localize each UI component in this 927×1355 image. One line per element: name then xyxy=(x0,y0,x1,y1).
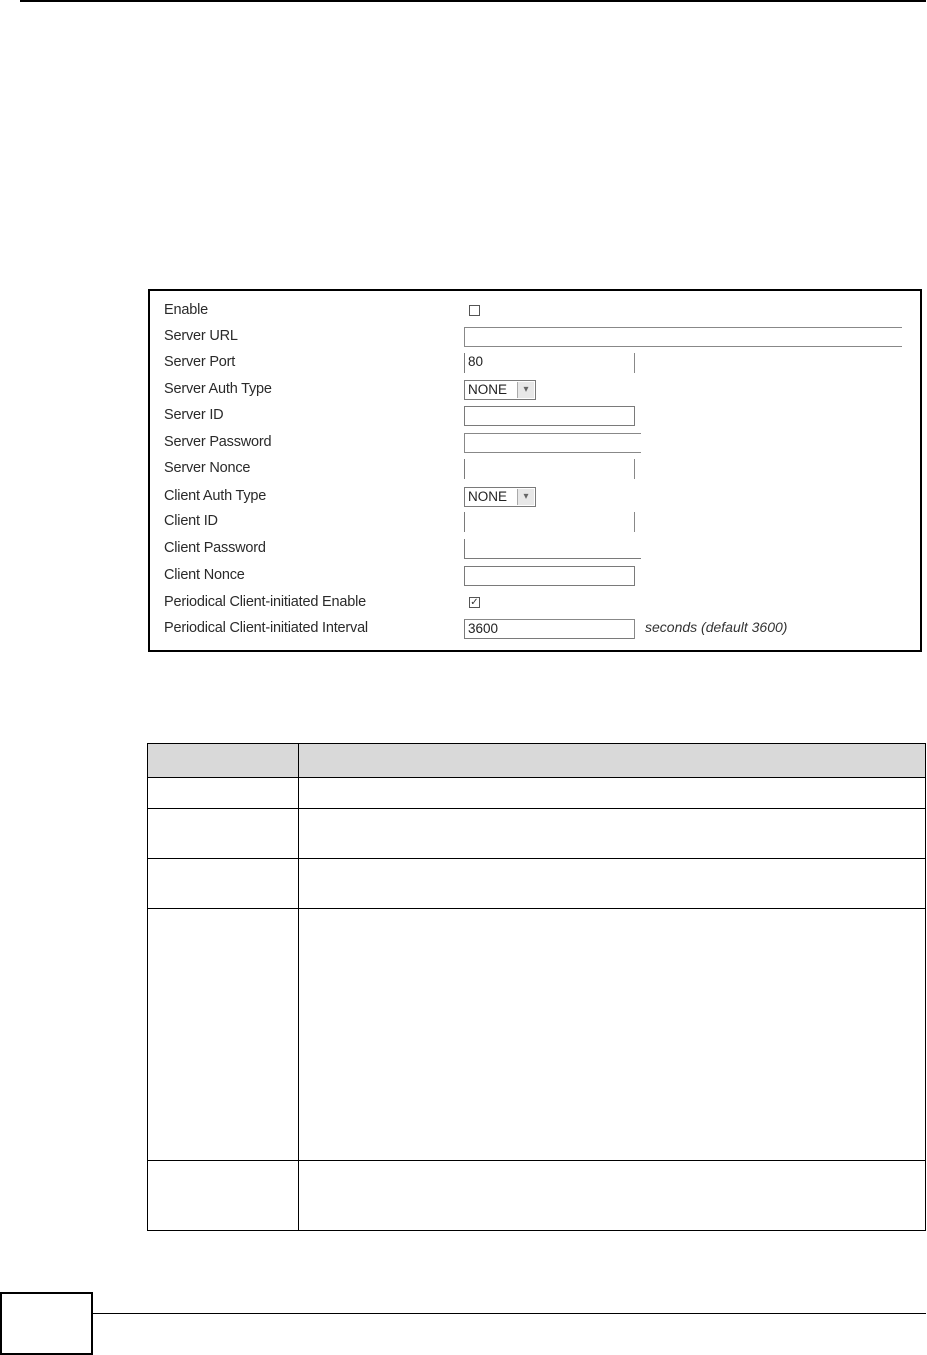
label-server-password: Server Password xyxy=(164,434,272,450)
client-id-edge xyxy=(634,512,635,532)
server-url-input[interactable] xyxy=(464,327,902,347)
server-id-input[interactable] xyxy=(464,406,635,426)
row-server-url xyxy=(150,323,920,349)
enable-checkbox[interactable] xyxy=(469,305,480,316)
table-row xyxy=(148,909,926,1161)
field-description-table xyxy=(147,743,926,1231)
tr069-settings-panel xyxy=(148,289,922,652)
label-periodic-enable: Periodical Client-initiated Enable xyxy=(164,594,366,610)
check-icon: ✓ xyxy=(470,597,479,608)
row-server-password xyxy=(150,429,920,455)
row-periodic-enable xyxy=(150,589,920,615)
label-periodic-interval: Periodical Client-initiated Interval xyxy=(164,620,368,636)
row-periodic-interval xyxy=(150,615,920,641)
client-password-input[interactable] xyxy=(464,539,641,559)
client-nonce-input[interactable] xyxy=(464,566,635,586)
table-cell xyxy=(299,859,926,909)
table-header-description xyxy=(299,744,926,778)
row-client-id xyxy=(150,508,920,534)
table-row xyxy=(148,809,926,859)
row-enable xyxy=(150,297,920,323)
periodic-interval-edge xyxy=(634,619,635,639)
label-server-url: Server URL xyxy=(164,328,238,344)
chevron-down-icon[interactable]: ▾ xyxy=(517,489,534,505)
row-server-port xyxy=(150,349,920,375)
label-client-id: Client ID xyxy=(164,513,218,529)
client-auth-type-value: NONE xyxy=(468,489,508,504)
table-header-label xyxy=(148,744,299,778)
label-client-password: Client Password xyxy=(164,540,266,556)
page-number-box xyxy=(0,1292,93,1355)
server-auth-type-select[interactable] xyxy=(464,380,536,400)
table-cell xyxy=(148,859,299,909)
periodic-enable-checkbox[interactable] xyxy=(469,597,480,608)
table-cell xyxy=(148,1161,299,1231)
label-client-auth-type: Client Auth Type xyxy=(164,488,267,504)
table-cell xyxy=(299,809,926,859)
label-server-id: Server ID xyxy=(164,407,224,423)
chevron-down-icon[interactable]: ▾ xyxy=(517,382,534,398)
table-header-row xyxy=(148,744,926,778)
server-port-edge xyxy=(634,353,635,373)
label-server-port: Server Port xyxy=(164,354,236,370)
row-server-nonce xyxy=(150,455,920,481)
table-row xyxy=(148,1161,926,1231)
footer-rule xyxy=(93,1313,926,1314)
server-port-input[interactable]: 80 xyxy=(464,353,634,373)
row-server-auth-type xyxy=(150,376,920,402)
table-cell xyxy=(299,778,926,809)
server-password-input[interactable] xyxy=(464,433,641,453)
table-cell xyxy=(299,909,926,1161)
table-row xyxy=(148,778,926,809)
label-server-nonce: Server Nonce xyxy=(164,460,251,476)
periodic-interval-input[interactable]: 3600 xyxy=(464,619,634,639)
interval-hint: seconds (default 3600) xyxy=(645,619,788,635)
label-enable: Enable xyxy=(164,302,208,318)
server-nonce-input[interactable] xyxy=(464,459,634,479)
row-client-auth-type xyxy=(150,483,920,509)
header-rule xyxy=(20,0,926,2)
label-client-nonce: Client Nonce xyxy=(164,567,245,583)
label-server-auth-type: Server Auth Type xyxy=(164,381,272,397)
table-cell xyxy=(299,1161,926,1231)
table-cell xyxy=(148,809,299,859)
client-id-input[interactable] xyxy=(464,512,634,532)
table-cell xyxy=(148,778,299,809)
server-nonce-edge xyxy=(634,459,635,479)
row-server-id xyxy=(150,402,920,428)
table-cell xyxy=(148,909,299,1161)
table-row xyxy=(148,859,926,909)
row-client-password xyxy=(150,535,920,561)
row-client-nonce xyxy=(150,562,920,588)
server-auth-type-value: NONE xyxy=(468,382,508,397)
client-auth-type-select[interactable] xyxy=(464,487,536,507)
